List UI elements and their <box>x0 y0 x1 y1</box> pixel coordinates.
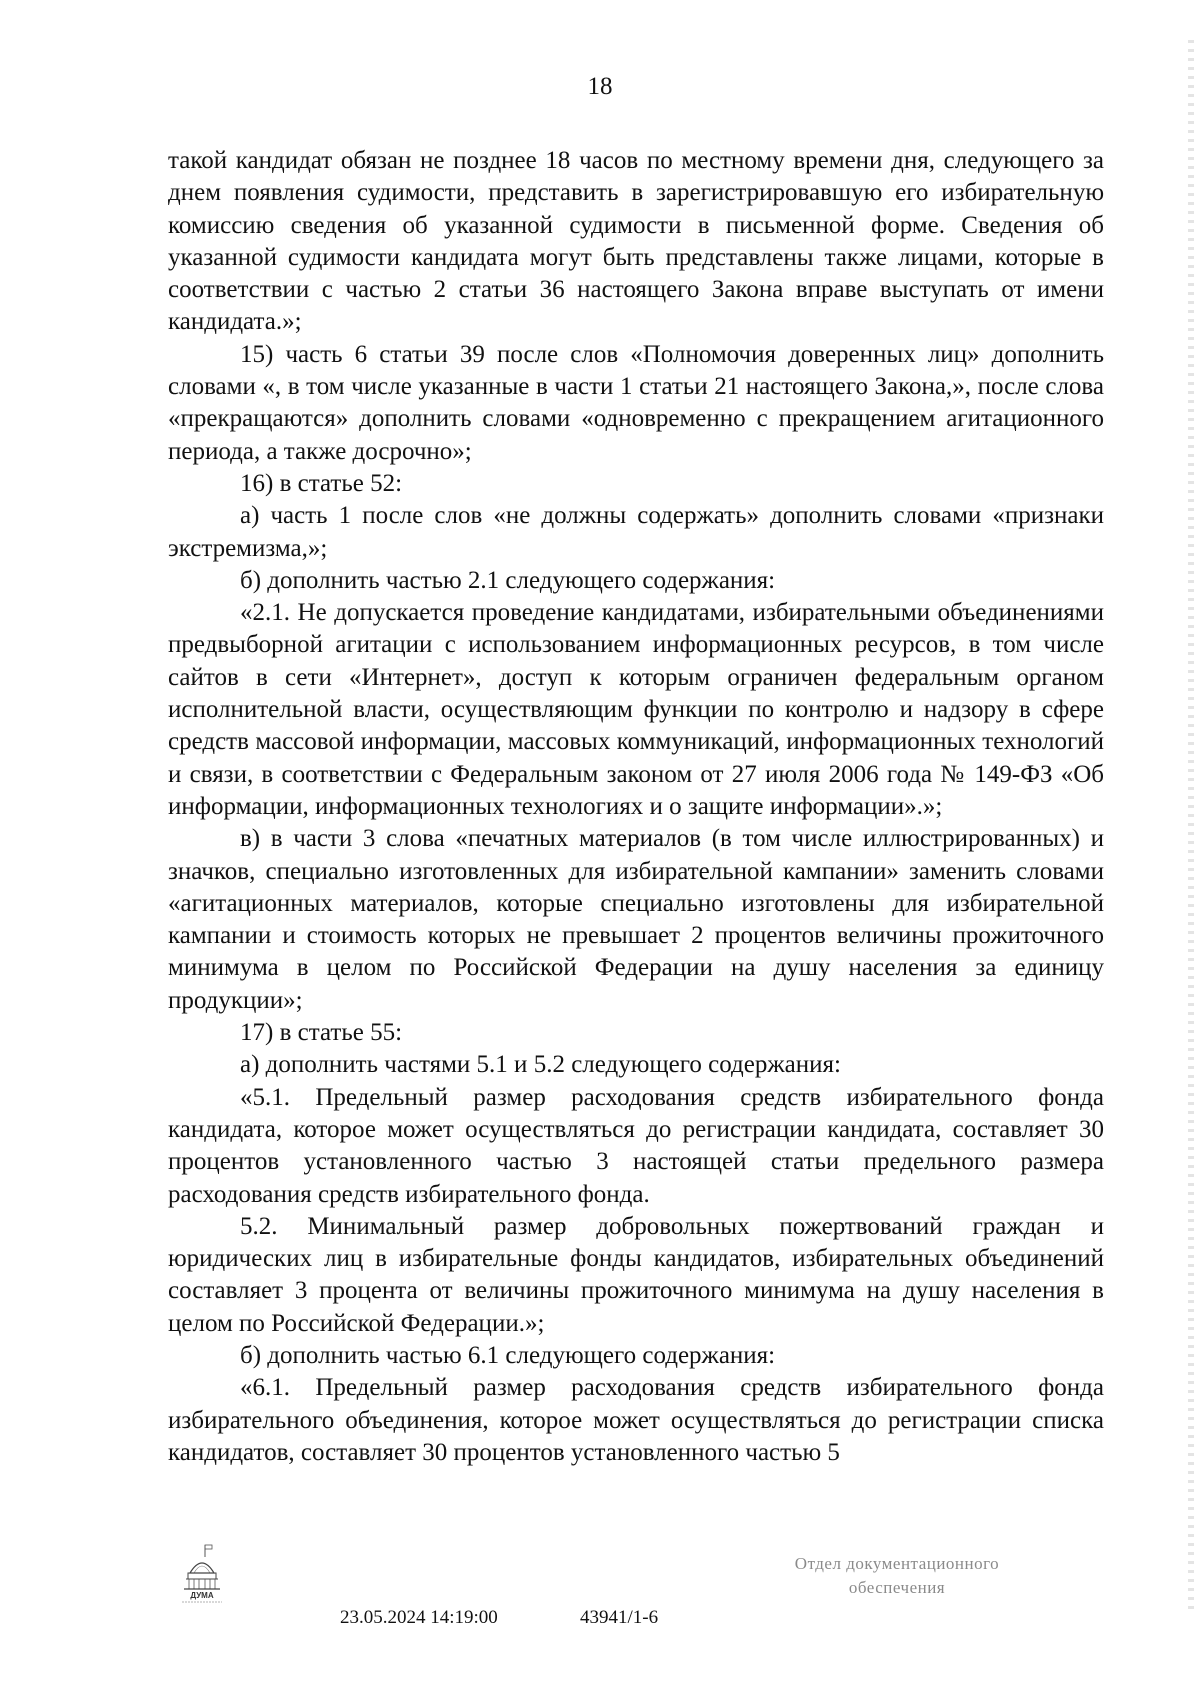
footer-datetime: 23.05.2024 14:19:00 <box>340 1607 498 1628</box>
page-number: 18 <box>587 73 613 100</box>
stamp-line: обеспечения <box>848 1578 946 1597</box>
paragraph: б) дополнить частью 2.1 следующего содержания: <box>240 566 776 594</box>
paragraph: 5.2. Минимальный размер добровольных пожертвований граждан и юридических лиц в избирательные фонды кандидатов, избирательных объединений составляет 3 процента от величины прожиточного минимума на душу населения в целом по Российской Федерации.»; <box>168 1212 1104 1337</box>
department-stamp <box>752 1552 1042 1600</box>
paragraph: 16) в статье 52: <box>240 469 403 497</box>
duma-logo-icon <box>172 1543 232 1605</box>
paragraph: 15) часть 6 статьи 39 после слов «Полномочия доверенных лиц» дополнить словами «, в том числе указанные в части 1 статьи 21 настоящего Закона,», после слова «прекращаются» дополнить словами «одновременно с прекращением агитационного периода, а также досрочно»; <box>168 340 1104 465</box>
logo-text: ДУМА <box>190 1591 214 1600</box>
paragraph: «5.1. Предельный размер расходования средств избирательного фонда кандидата, которое может осуществляться до регистрации кандидата, составляет 30 процентов установленного частью 3 настоящей статьи предельного размера расходования средств избирательного фонда. <box>168 1083 1104 1208</box>
footer-doc-number: 43941/1-6 <box>580 1607 659 1628</box>
paragraph: такой кандидат обязан не позднее 18 часов по местному времени дня, следующего за днем появления судимости, представить в зарегистрировавшую его избирательную комиссию сведения об указанной судимости в письменной форме. Сведения об указанной судимости кандидата могут быть представлены также лицами, которые в соответствии с частью 2 статьи 36 настоящего Закона вправе выступать от имени кандидата.»; <box>168 147 1104 336</box>
paragraph: «2.1. Не допускается проведение кандидатами, избирательными объединениями предвыборной агитации с использованием информационных ресурсов, в том числе сайтов в сети «Интернет», доступ к которым ограничен федеральным органом исполнительной власти, осуществляющим функции по контролю и надзору в сфере средств массовой информации, массовых коммуникаций, информационных технологий и связи, в соответствии с Федеральным законом от 27 июля 2006 года № 149-ФЗ «Об информации, информационных технологиях и о защите информации».»; <box>168 599 1104 820</box>
paragraph: а) часть 1 после слов «не должны содержать» дополнить словами «признаки экстремизма,»; <box>168 502 1104 562</box>
paragraph: «6.1. Предельный размер расходования средств избирательного фонда избирательного объединения, которое может осуществляться до регистрации списка кандидатов, составляет 30 процентов установленного частью 5 <box>168 1374 1104 1466</box>
paragraph: в) в части 3 слова «печатных материалов (в том числе иллюстрированных) и значков, специально изготовленных для избирательной кампании» заменить словами «агитационных материалов, которые специально изготовлены для избирательной кампании и стоимость которых не превышает 2 процентов величины прожиточного минимума в целом по Российской Федерации на душу населения за единицу продукции»; <box>168 825 1104 1014</box>
stamp-line: Отдел документационного <box>794 1554 1000 1573</box>
scan-edge-strip <box>1188 40 1194 1610</box>
paragraph: а) дополнить частями 5.1 и 5.2 следующего содержания: <box>240 1051 841 1079</box>
paragraph: 17) в статье 55: <box>240 1019 403 1047</box>
document-body <box>168 145 1104 1469</box>
paragraph: б) дополнить частью 6.1 следующего содержания: <box>240 1341 776 1369</box>
